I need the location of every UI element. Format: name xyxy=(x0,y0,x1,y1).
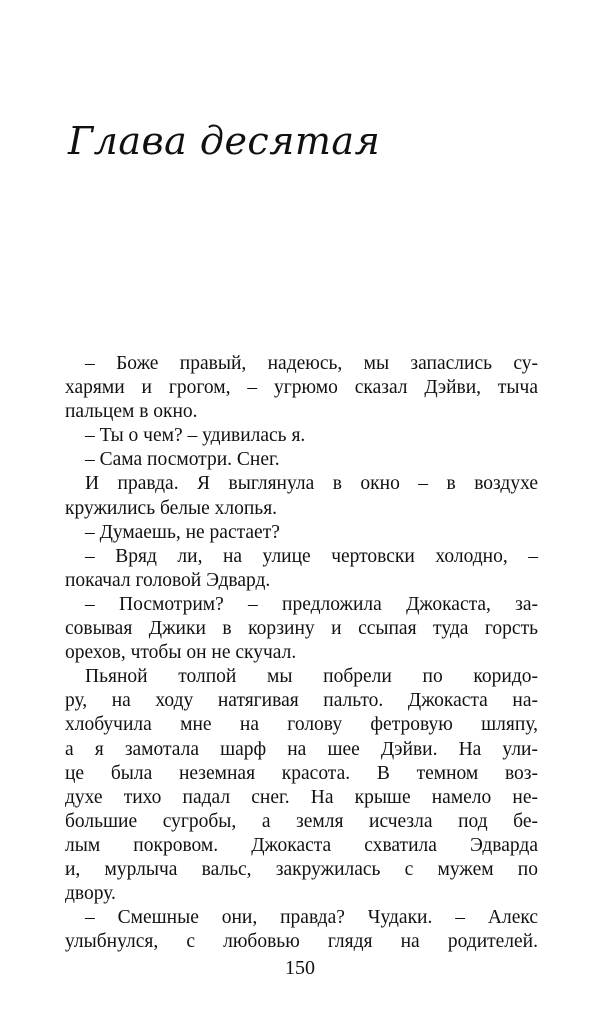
text-line: совывая Джики в корзину и ссыпая туда горсть xyxy=(65,618,538,640)
text-line: – Посмотрим? – предложила Джокаста, за- xyxy=(85,593,538,615)
text-line: пальцем в окно. xyxy=(65,401,198,423)
text-line: и, мурлыча вальс, закружилась с мужем по xyxy=(65,858,538,880)
text-line: ру, на ходу натягивая пальто. Джокаста на- xyxy=(65,690,538,712)
text-line: харями и грогом, – угрюмо сказал Дэйви, тыча xyxy=(65,377,538,399)
text-line: покачал головой Эдвард. xyxy=(65,569,271,591)
text-line: двору. xyxy=(65,883,116,905)
text-line: улыбнулся, с любовью глядя на родителей. xyxy=(65,931,538,953)
text-line: а я замотала шарф на шее Дэйви. На ули- xyxy=(65,738,538,760)
body-text xyxy=(65,352,538,954)
text-line: орехов, чтобы он не скучал. xyxy=(65,642,297,664)
text-line: – Сама посмотри. Снег. xyxy=(85,449,280,471)
text-line: – Боже правый, надеюсь, мы запаслись су- xyxy=(85,353,538,374)
page-number: 150 xyxy=(285,957,315,979)
text-line: хлобучила мне на голову фетровую шляпу, xyxy=(65,714,538,736)
text-line: большие сугробы, а земля исчезла под бе- xyxy=(65,810,538,832)
text-line: И правда. Я выглянула в окно – в воздухе xyxy=(85,473,538,495)
text-line: – Думаешь, не растает? xyxy=(85,521,280,543)
text-line: кружились белые хлопья. xyxy=(65,497,278,519)
text-line: – Вряд ли, на улице чертовски холодно, – xyxy=(85,545,538,567)
text-line: лым покровом. Джокаста схватила Эдварда xyxy=(65,834,538,856)
text-line: це была неземная красота. В темном воз- xyxy=(65,762,538,784)
chapter-title: Глава десятая xyxy=(68,119,381,163)
text-line: – Смешные они, правда? Чудаки. – Алекс xyxy=(85,907,538,929)
text-line: – Ты о чем? – удивилась я. xyxy=(85,425,306,447)
text-line: духе тихо падал снег. На крыше намело не- xyxy=(65,786,538,808)
text-line: Пьяной толпой мы побрели по коридо- xyxy=(85,666,538,688)
